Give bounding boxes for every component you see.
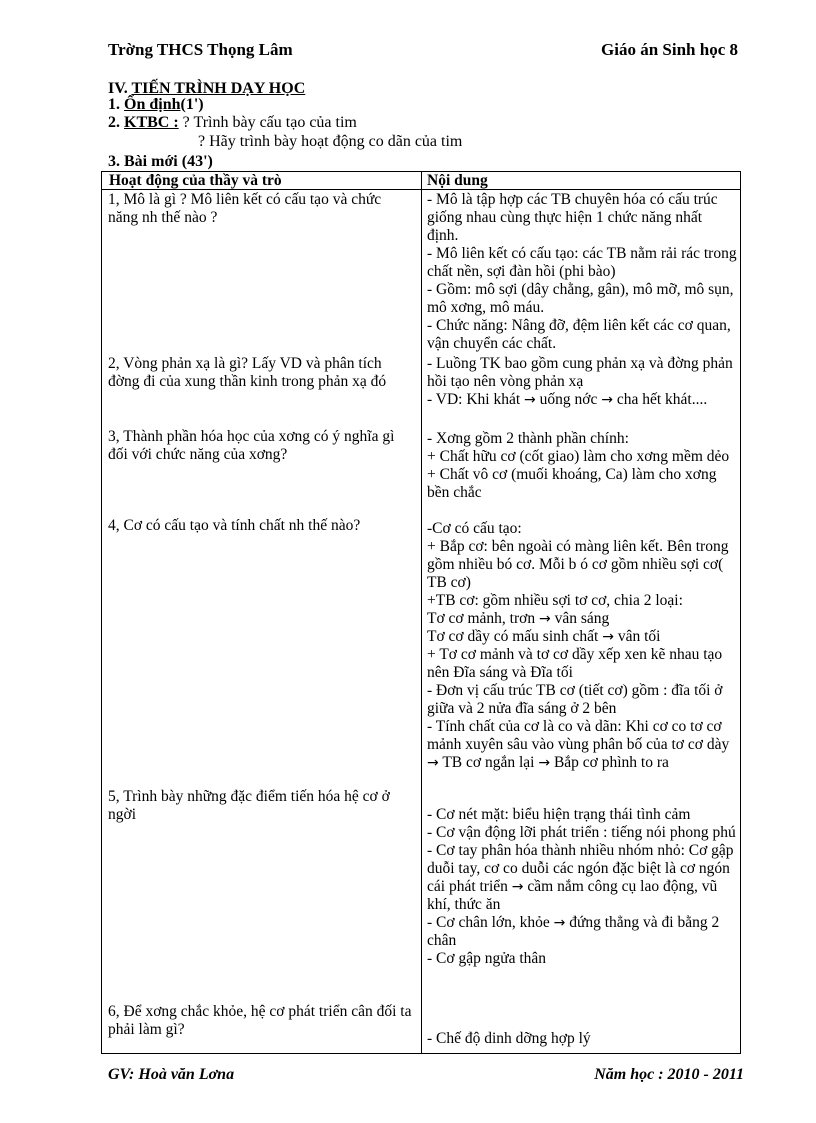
answer-4-line-2: + Bắp cơ: bên ngoài có màng liên kết. Bên trong gồm nhiều bó cơ. Mỗi b ó cơ gồm nhiều sợi cơ( TB cơ) [427,538,729,591]
answer-1-line-3: - Gồm: mô sợi (dây chằng, gân), mô mỡ, mô sụn, mô xơng, mô máu. [427,281,734,316]
teacher-name: GV: Hoà văn Lơna [108,1066,235,1083]
question-6: 6, Để xơng chắc khỏe, hệ cơ phát triển cân đối ta phải làm gì? [108,1003,412,1038]
arrow-right-icon: → [427,755,439,771]
answer-4-line-4 [427,610,737,628]
answer-4-text-e: - Tính chất của cơ là co và dãn: Khi cơ co tơ cơ mảnh xuyên sâu vào vùng phân bố của tơ cơ dày [427,718,730,753]
school-year: Năm học : 2010 - 2011 [594,1066,744,1083]
answer-2-text-c: cha hết khát.... [612,391,708,408]
section-1-time: (1') [180,96,204,113]
answer-5-text-a: - Cơ tay phân hóa thành nhiều nhóm nhỏ: Cơ gập duỗi tay, cơ co duỗi các ngón đặc biệt là cơ ngón cái phát triển [427,842,734,895]
answer-5-text-d: đứng thẳng và đi bằng 2 chân [427,914,720,949]
answer-5-line-3 [427,842,737,914]
question-3: 3, Thành phần hóa học của xơng có ý nghĩa gì đối với chức năng của xơng? [108,428,395,463]
arrow-right-icon: → [538,755,551,771]
question-4: 4, Cơ có cấu tạo và tính chất nh thế nào? [108,517,361,534]
answer-4-line-5 [427,628,737,646]
lesson-table [101,171,741,1054]
subject-title: Giáo án Sinh học 8 [601,40,738,59]
answer-4-line-3: +TB cơ: gồm nhiều sợi tơ cơ, chia 2 loại: [427,592,683,609]
answer-4-line-7: - Đơn vị cấu trúc TB cơ (tiết cơ) gồm : đĩa tối ở giữa và 2 nửa đĩa sáng ở 2 bên [427,682,723,717]
answer-5-text-c: - Cơ chân lớn, khỏe [427,914,554,931]
answer-1-line-4: - Chức năng: Nâng đỡ, đệm liên kết các cơ quan, vận chuyển các chất. [427,317,731,352]
answer-5-line-2: - Cơ vận động lỡi phát triển : tiếng nói phong phú [427,824,736,841]
arrow-right-icon: → [602,629,614,645]
arrow-right-icon: → [524,392,536,408]
answer-5 [427,806,737,968]
answer-3-line-1: - Xơng gồm 2 thành phần chính: [427,430,629,447]
answer-1-line-2: - Mô liên kết có cấu tạo: các TB nằm rải rác trong chất nền, sợi đàn hồi (phi bào) [427,245,737,280]
section-1-number: 1. [108,96,124,113]
section-3-title: 3. Bài mới (43') [108,153,213,170]
answer-4-text-a: Tơ cơ mảnh, trơn [427,610,539,627]
answer-4-text-g: Bắp cơ phình to ra [550,754,669,771]
column-header-content: Nội dung [427,172,488,189]
answer-6 [427,1030,737,1048]
section-iv-title: TIẾN TRÌNH DẠY HỌC [131,80,306,97]
column-divider [421,172,422,1053]
answer-3-line-2: + Chất hữu cơ (cốt giao) làm cho xơng mềm dẻo [427,448,730,465]
question-5: 5, Trình bày những đặc điểm tiến hóa hệ cơ ở ngời [108,788,390,823]
answer-3 [427,430,737,502]
answer-2-line-2 [427,391,737,409]
answer-1-line-1: - Mô là tập hợp các TB chuyên hóa có cấu trúc giống nhau cùng thực hiện 1 chức năng nhất định. [427,191,718,244]
answer-3-line-3: + Chất vô cơ (muối khoáng, Ca) làm cho xơng bền chắc [427,466,717,501]
arrow-right-icon: → [511,879,524,895]
answer-4-text-c: Tơ cơ dầy có mấu sinh chất [427,628,603,645]
section-iv-number: IV. [108,80,132,97]
answer-4-line-8 [427,718,737,772]
section-iv [108,80,305,97]
answer-4-text-b: vân sáng [550,610,610,627]
answer-4 [427,520,737,772]
answer-2 [427,355,737,409]
answer-4-text-d: vân tối [613,628,661,645]
answer-2-text-b: uống nớc [535,391,602,408]
answer-5-line-4 [427,914,737,950]
answer-2-line-1: - Luồng TK bao gồm cung phản xạ và đờng phản hồi tạo nên vòng phản xạ [427,355,733,390]
answer-4-line-1: -Cơ có cấu tạo: [427,520,522,537]
section-1 [108,96,204,113]
answer-5-text-b: cầm nắm công cụ lao động, vũ khí, thức ăn [427,878,718,913]
question-1: 1, Mô là gì ? Mô liên kết có cấu tạo và chức năng nh thế nào ? [108,191,382,226]
arrow-right-icon: → [538,611,551,627]
review-question-2: ? Hãy trình bày hoạt động co dãn của tim [198,133,463,150]
section-2-number: 2. [108,114,124,131]
answer-2-text-a: - VD: Khi khát [427,391,521,408]
section-2 [108,114,357,131]
answer-4-text-f: TB cơ ngắn lại [438,754,539,771]
section-2-title: KTBC : [124,114,179,131]
school-name: Trờng THCS Thọng Lâm [108,40,293,59]
review-question-1: ? Trình bày cấu tạo của tim [178,114,357,131]
column-header-activities: Hoạt động của thầy và trò [109,172,282,189]
answer-1 [427,191,737,353]
answer-4-line-6: + Tơ cơ mảnh và tơ cơ dầy xếp xen kẽ nhau tạo nên Đĩa sáng và Đĩa tối [427,646,723,681]
arrow-right-icon: → [601,392,613,408]
answer-5-line-5: - Cơ gập ngửa thân [427,950,547,967]
answer-5-line-1: - Cơ nét mặt: biểu hiện trạng thái tình cảm [427,806,691,823]
section-1-title: Ổn định [124,96,181,113]
arrow-right-icon: → [553,915,566,931]
answer-6-line-1: - Chế độ dinh dỡng hợp lý [427,1030,591,1047]
question-2: 2, Vòng phản xạ là gì? Lấy VD và phân tích đờng đi của xung thần kinh trong phản xạ đó [108,355,387,390]
